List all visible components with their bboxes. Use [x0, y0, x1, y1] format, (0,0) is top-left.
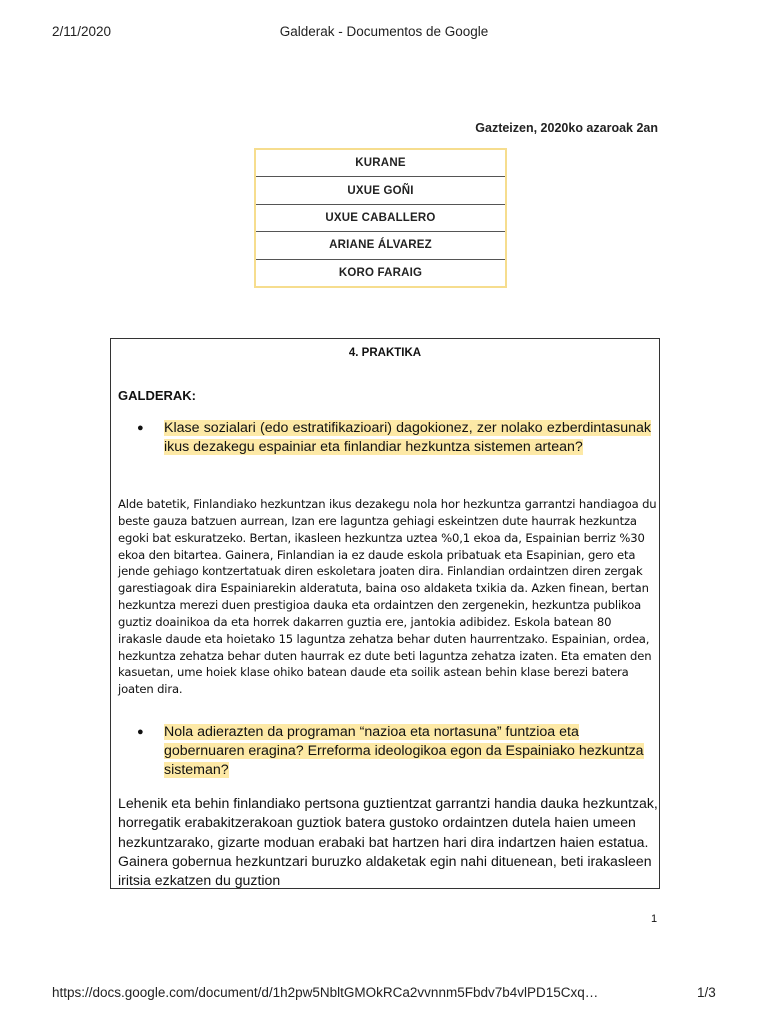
question-2-text [164, 723, 651, 780]
bullet-icon: ● [137, 422, 144, 434]
practice-box [110, 338, 660, 889]
print-footer-page: 1/3 [697, 985, 716, 1000]
question-2 [137, 723, 651, 780]
names-table [254, 148, 507, 288]
question-1-highlight: Klase sozialari (edo estratifikazioari) dagokionez, zer nolako ezberdintasunak ikus dezakegu espainiar eta finlandiar hezkuntza sistemen artean? [164, 420, 651, 455]
names-table-row: KURANE [256, 150, 505, 177]
print-header-title: Galderak - Documentos de Google [279, 24, 489, 39]
print-footer-url: https://docs.google.com/document/d/1h2pw5NbltGMOkRCa2vvnnm5Fbdv7b4vlPD15Cxq… [52, 985, 599, 1000]
print-header-date: 2/11/2020 [52, 24, 112, 39]
document-date-line: Gazteizen, 2020ko azaroak 2an [475, 121, 658, 135]
answer-1: Alde batetik, Finlandiako hezkuntzan ikus dezakegu nola hor hezkuntza garrantzi handiagoa du beste gauza batzuen aurrean, Izan ere laguntza gehiagi eskeintzen dute haurrak hezkuntza egoki bat eskuratzeko. Bertan, ikasleen hezkuntza uztea %0,1 ekoa da, Espainian berriz %30 ekoa den bitartea. Gainera, Finlandian ia ez daude eskola pribatuak eta Esapinian, gero eta jende gehiago kontzertatuak diren eskoletara joaten dira. Finlandian ordaintzen diren zergak garestiagoak dira Espainiarekin alderatuta, baina oso aldaketa txikia da. Azken finean, bertan hezkuntza merezi duen prestigioa dauka eta ordaintzen den zergenekin, hezkuntza publikoa guztiz doainikoa da eta horrek dakarren guztia ere, jantokia adibidez. Eskola batean 80 irakasle daude eta hoietako 15 laguntza zehatza behar duten haurrentzako. Espainian, ordea, hezkuntza zehatza behar duten haurrak ez dute beti laguntza zehatza izaten. Eta ematen den kasuetan, ume hoiek klase ohiko batean daude eta soilik astean behin klase berezi batera joaten dira. [118, 497, 657, 697]
names-table-row: UXUE CABALLERO [256, 205, 505, 232]
question-2-highlight: Nola adierazten da programan “nazioa eta nortasuna” funtzioa eta gobernuaren eragina? Erreforma ideologikoa egon da Espainiako hezkuntza sisteman? [164, 724, 644, 778]
question-1 [137, 419, 651, 457]
questions-heading: GALDERAK: [118, 388, 196, 403]
question-1-text [164, 419, 651, 457]
page-number: 1 [651, 913, 658, 925]
names-table-row: ARIANE ÁLVAREZ [256, 232, 505, 259]
bullet-icon: ● [137, 726, 144, 738]
names-table-row: KORO FARAIG [338, 266, 423, 279]
practice-title: 4. PRAKTIKA [348, 347, 422, 359]
names-table-row: UXUE GOÑI [256, 177, 505, 204]
answer-2: Lehenik eta behin finlandiako pertsona guztientzat garrantzi handia dauka hezkuntzak, horregatik erabakitzerakoan guztiok batera gustoko ordaintzen dutela haien umeen hezkuntzarako, gizarte moduan erabaki bat hartzen hari dira indartzen haien estatua. Gainera gobernua hezkuntzari buruzko aldaketak egin nahi dituenean, beti irakasleen iritsia ezkatzen du guztion [118, 795, 658, 889]
